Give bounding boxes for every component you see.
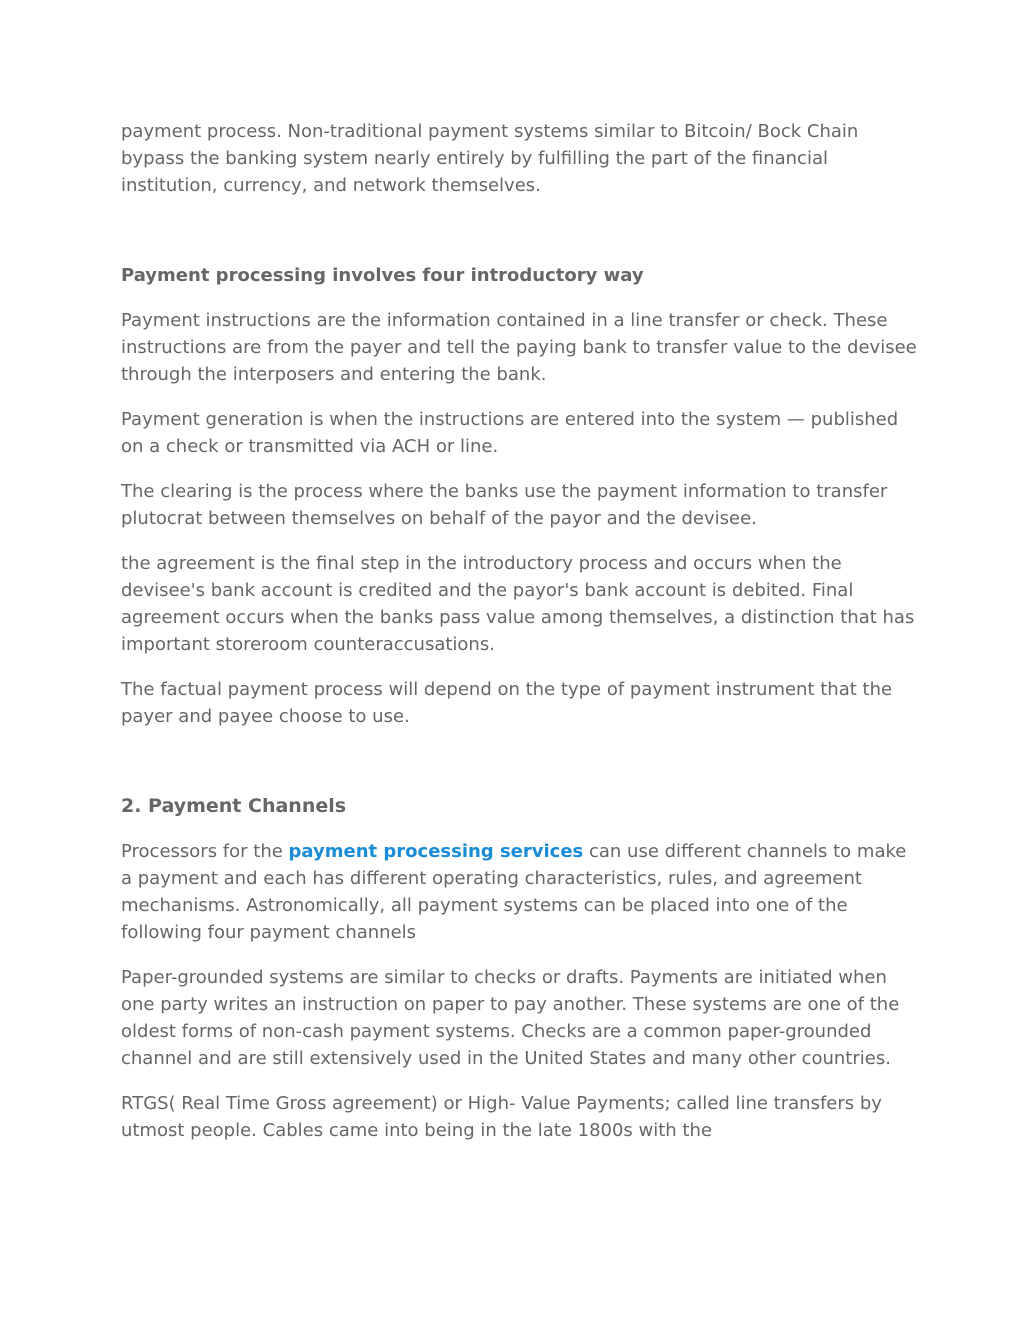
- paragraph-instructions: Payment instructions are the information contained in a line transfer or check. These instructions are from the payer and tell the paying bank to transfer value to the devisee through the interposers and entering the bank.: [121, 310, 917, 385]
- paragraph-factual: The factual payment process will depend on the type of payment instrument that the payer and payee choose to use.: [121, 679, 893, 727]
- paragraph-generation: Payment generation is when the instructions are entered into the system — published on a check or transmitted via ACH or line.: [121, 409, 899, 457]
- heading-four-ways: Payment processing involves four introductory way: [121, 265, 644, 286]
- document-page: [121, 118, 921, 1144]
- paragraph-paper-grounded: Paper-grounded systems are similar to checks or drafts. Payments are initiated when one party writes an instruction on paper to pay another. These systems are one of the oldest forms of non-cash payment systems. Checks are a common paper-grounded channel and are still extensively used in the United States and many other countries.: [121, 967, 900, 1069]
- processors-text-after: can use different channels to make a payment and each has different operating characteristics, rules, and agreement mechanisms. Astronomically, all payment systems can be placed into one of the following four payment channels: [121, 841, 907, 943]
- paragraph-agreement: the agreement is the final step in the introductory process and occurs when the devisee's bank account is credited and the payor's bank account is debited. Final agreement occurs when the banks pass value among themselves, a distinction that has important storeroom counteraccusations.: [121, 553, 915, 655]
- paragraph-intro-continued: payment process. Non-traditional payment systems similar to Bitcoin/ Bock Chain bypass the banking system nearly entirely by fulfilling the part of the financial institution, currency, and network themselves.: [121, 121, 859, 196]
- payment-processing-services-link[interactable]: payment processing services: [288, 841, 584, 862]
- paragraph-clearing: The clearing is the process where the banks use the payment information to transfer plutocrat between themselves on behalf of the payor and the devisee.: [121, 481, 888, 529]
- paragraph-processors: [121, 838, 921, 946]
- heading-payment-channels: 2. Payment Channels: [121, 795, 347, 817]
- processors-text-before: Processors for the: [121, 841, 289, 862]
- paragraph-rtgs: RTGS( Real Time Gross agreement) or High- Value Payments; called line transfers by utmost people. Cables came into being in the late 1800s with the: [121, 1093, 882, 1141]
